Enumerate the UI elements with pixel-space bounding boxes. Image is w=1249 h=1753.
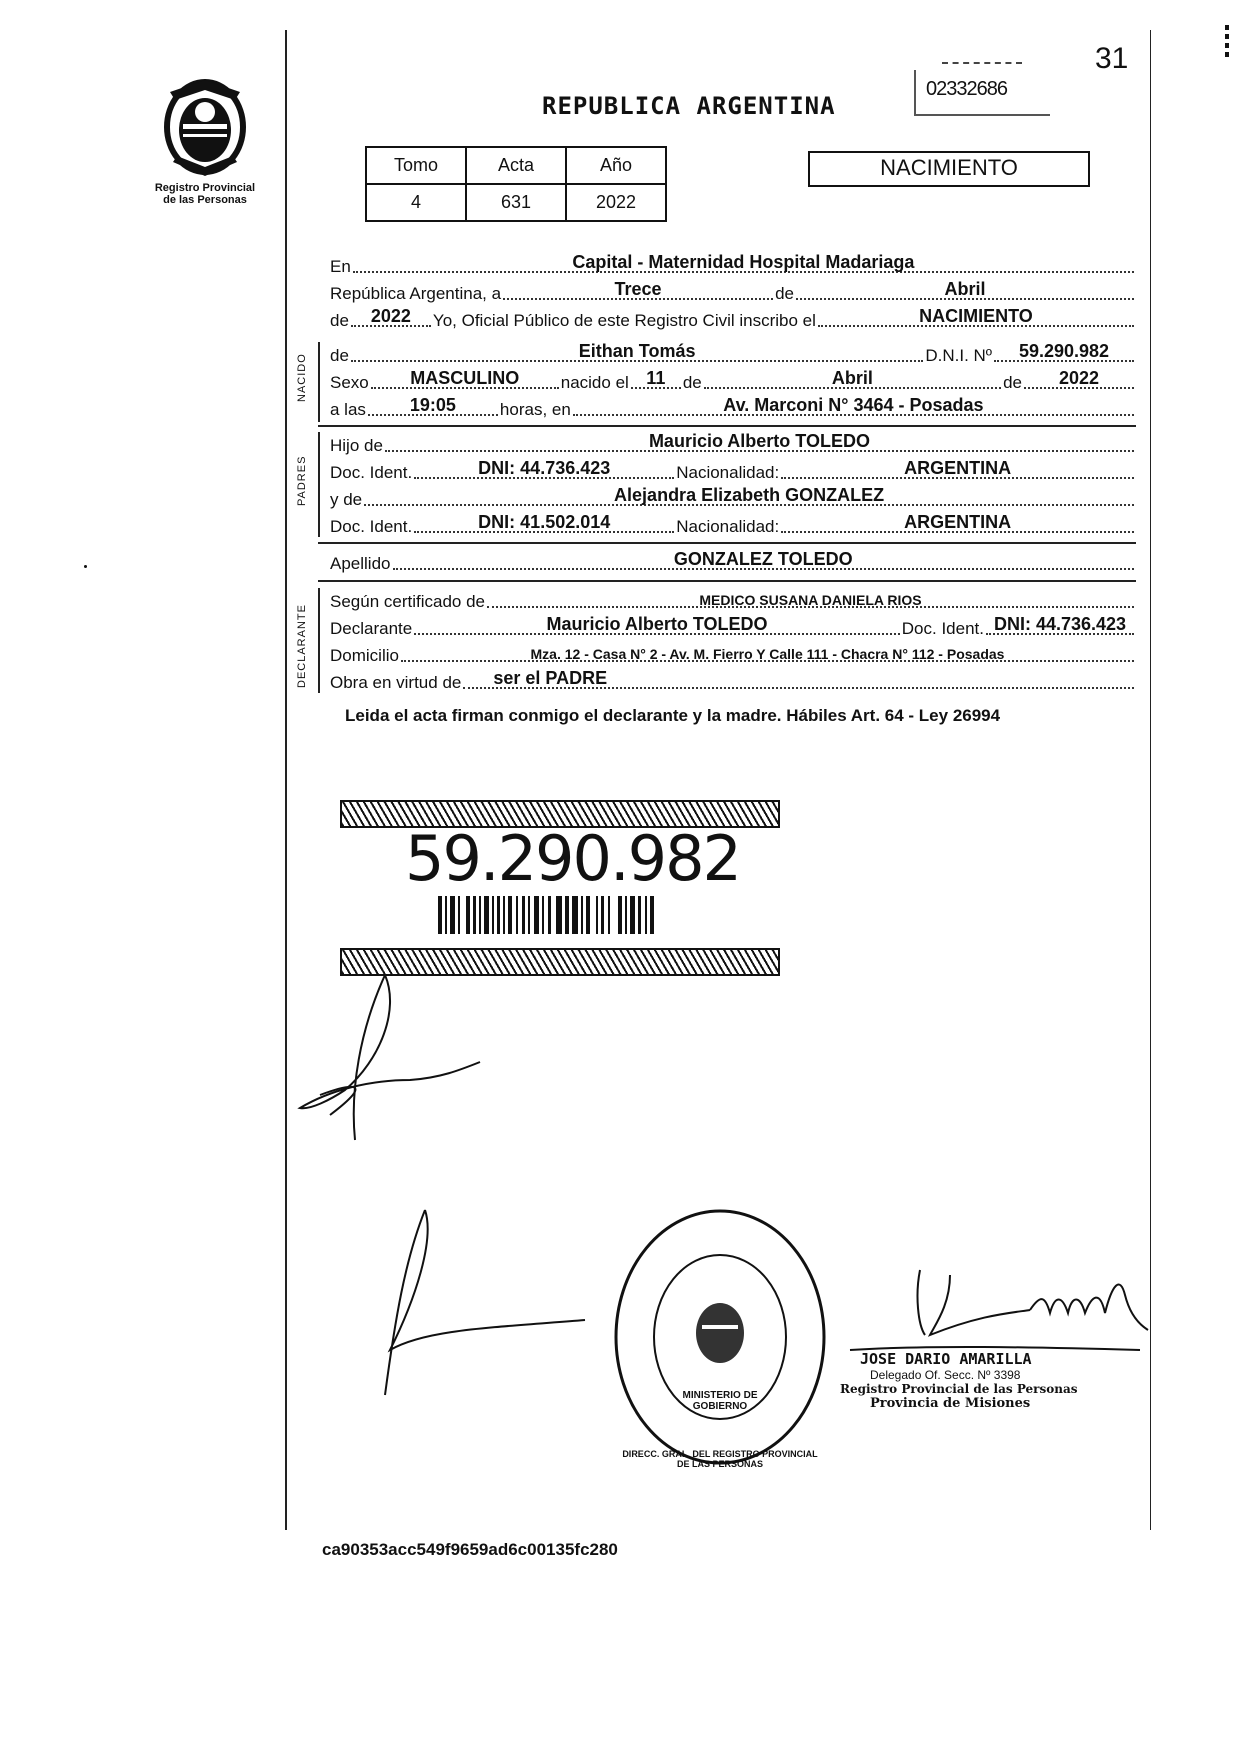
anio-value: 2022 [566,184,666,221]
mother-name-value: Alejandra Elizabeth GONZALEZ [614,485,885,505]
margin-dot [84,565,87,568]
serial-top-marks [942,62,1022,66]
declarant-signature-icon [290,970,490,1150]
padres-section-label: PADRES [296,455,308,506]
child-name-value: Eithan Tomás [578,341,696,361]
tomo-value: 4 [366,184,466,221]
decl-doc-label: Doc. Ident. [901,619,984,638]
madre-nacionalidad-label: Nacionalidad: [676,517,780,536]
row-padre-doc [330,457,1136,483]
row-apellido [330,548,1136,574]
official-stamp [610,1205,830,1470]
domicilio-label: Domicilio [330,646,399,665]
nacido-separator [318,425,1136,427]
registry-logo-line2: de las Personas [163,194,247,206]
document-type-box: NACIMIENTO [808,151,1090,187]
declarant-doc-value: DNI: 44.736.423 [993,614,1127,634]
row-madre [330,484,1136,510]
row-en [330,251,1136,277]
declarante-section-label: DECLARANTE [296,604,308,688]
republica-label: República Argentina, a [330,284,502,303]
father-name-value: Mauricio Alberto TOLEDO [648,431,870,451]
year-text-value: 2022 [370,306,411,326]
mother-nationality-value: ARGENTINA [904,512,1012,532]
barcode-number: 59.290.982 [405,822,740,895]
address-value: Mza. 12 - Casa N° 2 - Av. M. Fierro Y Calle 111 - Chacra N° 112 - Posadas [530,646,1005,662]
anio-header: Año [566,147,666,184]
sexo-label: Sexo [330,373,369,392]
padre-nacionalidad-label: Nacionalidad: [676,463,780,482]
row-madre-doc [330,511,1136,537]
row-domicilio [330,640,1136,666]
edge-mark [1225,25,1229,61]
nacido-de-label: de [330,346,349,365]
sex-value: MASCULINO [410,368,520,388]
row-padre [330,430,1136,456]
child-dni-value: 59.290.982 [1018,341,1110,361]
birth-year-value: 2022 [1058,368,1100,388]
barcode-icon [438,896,678,934]
declarante-label: Declarante [330,619,413,638]
row-nacido-nombre [330,340,1136,366]
official-role: Delegado Of. Secc. Nº 3398 [870,1368,1021,1382]
acta-value: 631 [466,184,566,221]
stamp-seal-icon [610,1205,830,1470]
official-block [840,1350,1140,1411]
serial-number: 02332686 [926,78,1007,100]
certificate-value: MEDICO SUSANA DANIELA RIOS [699,592,922,608]
declarant-name-value: Mauricio Alberto TOLEDO [546,614,768,634]
stamp-ring-text: DIRECC. GRAL. DEL REGISTRO PROVINCIAL DE LAS PERSONAS [622,1449,818,1469]
y-de-label: y de [330,490,363,509]
segun-label: Según certificado de [330,592,485,611]
acta-header: Acta [466,147,566,184]
coat-of-arms-icon [155,72,255,182]
row-republica [330,278,1136,304]
nacido-el-label: nacido el [560,373,629,392]
official-province: Provincia de Misiones [870,1396,1031,1411]
de3-label: de [682,373,702,392]
en-label: En [330,257,351,276]
mother-doc-value: DNI: 41.502.014 [478,512,611,532]
padres-bracket [318,432,320,537]
horas-en-label: horas, en [499,400,571,419]
official-office: Registro Provincial de las Personas [840,1382,1078,1396]
surname-value: GONZALEZ TOLEDO [673,549,853,569]
mother-signature-icon [365,1200,595,1400]
birth-time-value: 19:05 [409,395,456,415]
de2-label: de [330,311,349,330]
row-certificado [330,586,1136,612]
registry-logo-line1: Registro Provincial [154,182,256,194]
nacido-section-label: NACIDO [296,353,308,402]
right-margin-line [1150,30,1151,1530]
de4-label: de [1003,373,1022,392]
serial-box [912,60,1050,118]
father-doc-value: DNI: 44.736.423 [478,458,611,478]
page-number: 31 [1095,42,1129,75]
obra-value: ser el PADRE [493,668,608,688]
row-hora [330,394,1136,420]
nacido-bracket [318,342,320,422]
closing-note: Leida el acta firman conmigo el declarante y la madre. Hábiles Art. 64 - Ley 26994 [345,706,1001,725]
official-name: JOSE DARIO AMARILLA [860,1350,1032,1368]
apellido-label: Apellido [330,554,391,573]
declarante-bracket [318,588,320,693]
padre-doc-label: Doc. Ident. [330,463,413,482]
padres-separator [318,542,1136,544]
de-label: de [775,284,794,303]
row-oficial [330,305,1136,331]
register-table [365,146,667,222]
dni-label: D.N.I. Nº [925,346,992,365]
row-declarante [330,613,1136,639]
alas-label: a las [330,400,366,419]
left-margin-line [285,30,287,1530]
hijo-de-label: Hijo de [330,436,383,455]
madre-doc-label: Doc. Ident. [330,517,413,536]
day-text-value: Trece [614,279,662,299]
row-sexo [330,367,1136,393]
stamp-inner-text: MINISTERIO DE GOBIERNO [682,1390,758,1412]
month-text-value: Abril [944,279,986,299]
birth-month-value: Abril [831,368,873,388]
row-obra [330,667,1136,693]
tomo-header: Tomo [366,147,466,184]
father-nationality-value: ARGENTINA [904,458,1012,478]
registry-logo [140,72,270,206]
inscribo-value: NACIMIENTO [919,306,1033,326]
official-signature-icon [830,1255,1150,1365]
document-hash: ca90353acc549f9659ad6c00135fc280 [322,1540,618,1559]
birth-place-value: Av. Marconi N° 3464 - Posadas [723,395,984,415]
country-title: REPUBLICA ARGENTINA [542,92,836,120]
obra-label: Obra en virtud de [330,673,462,692]
apellido-separator [318,580,1136,582]
place-value: Capital - Maternidad Hospital Madariaga [572,252,915,272]
birth-day-value: 11 [646,368,666,388]
oficial-text: Yo, Oficial Público de este Registro Civil inscribo el [432,311,816,330]
serial-bracket [914,70,1050,116]
